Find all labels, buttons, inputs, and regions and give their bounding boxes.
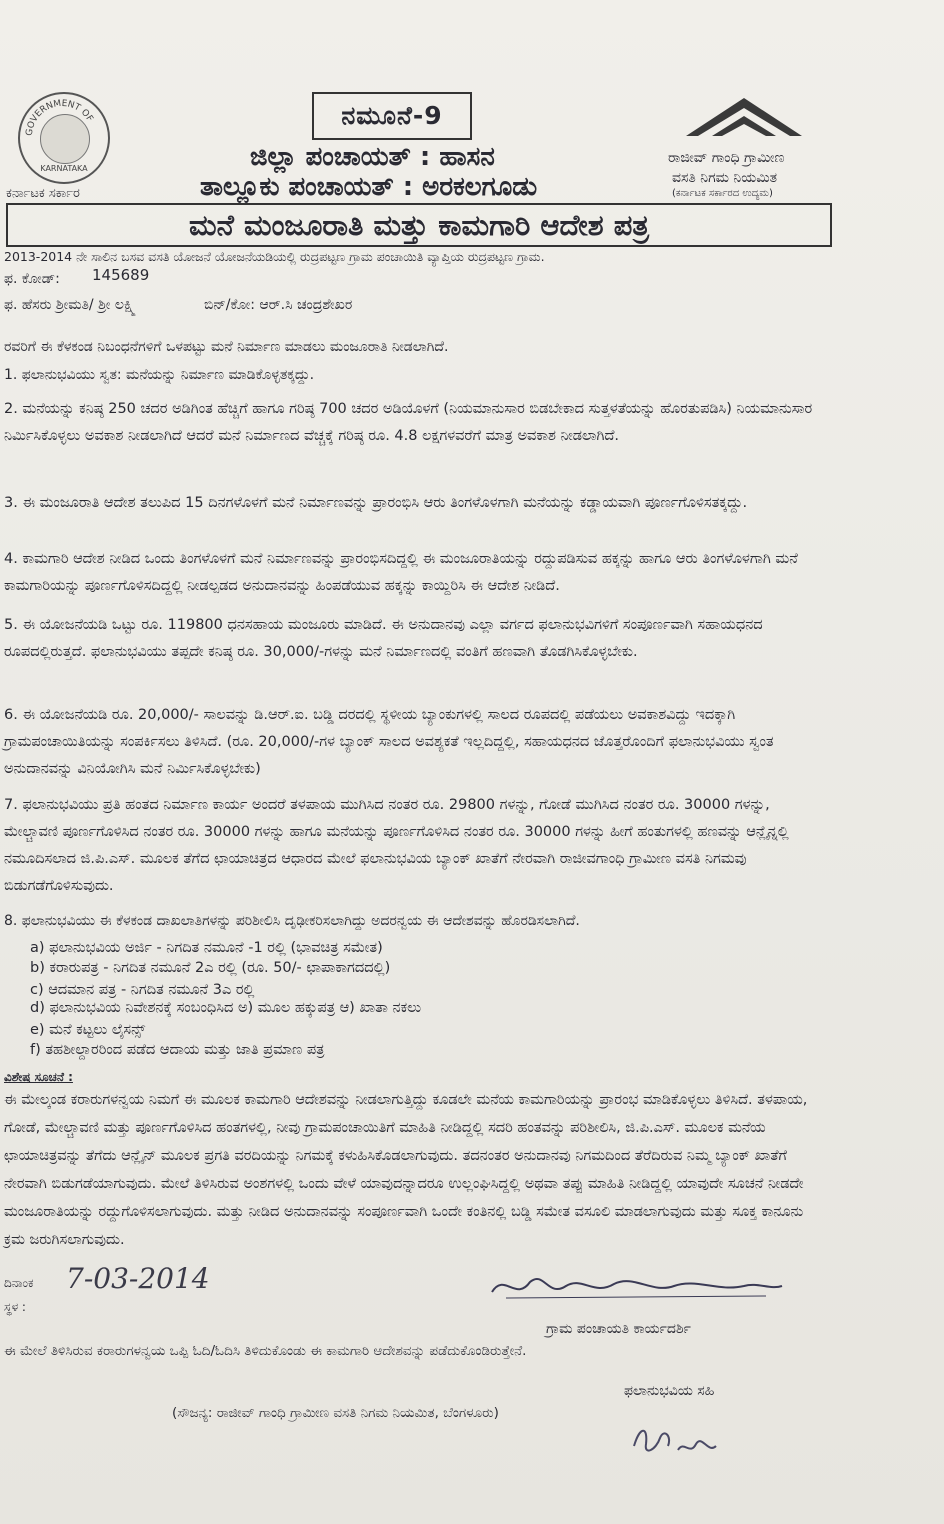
relation-label: ಬಿನ್/ಕೋ: ಆರ್.ಸಿ ಚಂದ್ರಶೇಖರ <box>204 297 353 313</box>
housing-corp-logo-icon <box>678 90 808 150</box>
condition-1: 1. ಫಲಾನುಭವಿಯು ಸ್ವತ: ಮನೆಯನ್ನು ನಿರ್ಮಾಣ ಮಾಡಿಕೊಳ್ಳತಕ್ಕದ್ದು. <box>4 367 315 383</box>
document-item: f) ತಹಶೀಲ್ದಾರರಿಂದ ಪಡೆದ ಆದಾಯ ಮತ್ತು ಜಾತಿ ಪ್ರಮಾಣ ಪತ್ರ <box>30 1042 325 1058</box>
corp-name-3: (ಕರ್ನಾಟಕ ಸರ್ಕಾರದ ಉದ್ಯಮ) <box>672 188 773 199</box>
form-number: ನಮೂನೆ-9 <box>312 92 472 140</box>
page-title: ಮನೆ ಮಂಜೂರಾತಿ ಮತ್ತು ಕಾಮಗಾರಿ ಆದೇಶ ಪತ್ರ <box>6 203 832 247</box>
document-item: e) ಮನೆ ಕಟ್ಟಲು ಲೈಸನ್ಸ್ <box>30 1022 146 1038</box>
special-note-text: ಈ ಮೇಲ್ಕಂಡ ಕರಾರುಗಳನ್ವಯ ನಿಮಗೆ ಈ ಮೂಲಕ ಕಾಮಗಾರಿ ಆದೇಶವನ್ನು ನೀಡಲಾಗುತ್ತಿದ್ದು ಕೂಡಲೇ ಮನೆಯ ಕಾಮಗಾರಿಯನ್ನು ಪ್ರಾರಂಭ ಮಾಡಿಕೊಳ್ಳಲು ತಿಳಿಸಿದೆ. ತಳಪಾಯ, ಗೋಡೆ, ಮೇಲ್ಚಾವಣಿ ಮತ್ತು ಪೂರ್ಣಗೊಳಿಸಿದ ಹಂತಗಳಲ್ಲಿ, ನೀವು ಗ್ರಾಮಪಂಚಾಯಿತಿಗೆ ಮಾಹಿತಿ ನೀಡಿದ್ದಲ್ಲಿ ಸದರಿ ಹಂತವನ್ನು ಪರಿಶೀಲಿಸಿ, ಜಿ.ಪಿ.ಎಸ್. ಮೂಲಕ ಮನೆಯ ಛಾಯಾಚಿತ್ರವನ್ನು ತೆಗೆದು ಆನ್ಲೈನ್ ಮೂಲಕ ಪ್ರಗತಿ ವರದಿಯನ್ನು ನಿಗಮಕ್ಕೆ ಕಳುಹಿಸಿಕೊಡಲಾಗುವುದು. ತದನಂತರ ಅನುದಾನವು ನಿಗಮದಿಂದ ತೆರೆದಿರುವ ನಿಮ್ಮ ಬ್ಯಾಂಕ್ ಖಾತೆಗೆ ನೇರವಾಗಿ ಬಿಡುಗಡೆಯಾಗುವುದು. ಮೇಲೆ ತಿಳಿಸಿರುವ ಅಂಶಗಳಲ್ಲಿ ಒಂದು ವೇಳೆ ಯಾವುದನ್ನಾದರೂ ಉಲ್ಲಂಘಿಸಿದ್ದಲ್ಲಿ ಅಥವಾ ತಪ್ಪು ಮಾಹಿತಿ ನೀಡಿದ್ದಲ್ಲಿ ಯಾವುದೇ ಸೂಚನೆ ನೀಡದೇ ಮಂಜೂರಾತಿಯನ್ನು ರದ್ದುಗೊಳಿಸಲಾಗುವುದು. ಮತ್ತು ನೀಡಿದ ಅನುದಾನವನ್ನು ಸಂಪೂರ್ಣವಾಗಿ ಒಂದೇ ಕಂತಿನಲ್ಲಿ ಬಡ್ಡಿ ಸಮೇತ ವಸೂಲಿ ಮಾಡಲಾಗುವುದು ಮತ್ತು ಸೂಕ್ತ ಕಾನೂನು ಕ್ರಮ ಜರುಗಿಸಲಾಗುವುದು. <box>4 1092 808 1248</box>
condition-4: 4. ಕಾಮಗಾರಿ ಆದೇಶ ನೀಡಿದ ಒಂದು ತಿಂಗಳೊಳಗೆ ಮನೆ ನಿರ್ಮಾಣವನ್ನು ಪ್ರಾರಂಭಿಸದಿದ್ದಲ್ಲಿ ಈ ಮಂಜೂರಾತಿಯನ್ನು ರದ್ದುಪಡಿಸುವ ಹಕ್ಕನ್ನು ಹಾಗೂ ಆರು ತಿಂಗಳೊಳಗಾಗಿ ಮನೆ ಕಾಮಗಾರಿಯನ್ನು ಪೂರ್ಣಗೊಳಿಸದಿದ್ದಲ್ಲಿ ನೀಡಲ್ಪಡದ ಅನುದಾನವನ್ನು ಹಿಂಪಡೆಯುವ ಹಕ್ಕನ್ನು ಕಾಯ್ದಿರಿಸಿ ಈ ಆದೇಶ ನೀಡಿದೆ. <box>4 551 798 594</box>
karnataka-seal-icon <box>18 92 110 184</box>
intro-text: ರವರಿಗೆ ಈ ಕೆಳಕಂಡ ನಿಬಂಧನೆಗಳಿಗೆ ಒಳಪಟ್ಟು ಮನೆ ನಿರ್ಮಾಣ ಮಾಡಲು ಮಂಜೂರಾತಿ ನೀಡಲಾಗಿದೆ. <box>4 339 449 355</box>
date-label: ದಿನಾಂಕ <box>4 1276 34 1290</box>
place-label: ಸ್ಥಳ : <box>4 1300 26 1314</box>
special-note-heading: ವಿಶೇಷ ಸೂಚನೆ : <box>4 1070 73 1084</box>
officer-signature-icon <box>486 1268 786 1308</box>
officer-title: ಗ್ರಾಮ ಪಂಚಾಯತಿ ಕಾರ್ಯದರ್ಶಿ <box>546 1321 691 1337</box>
beneficiary-sign-label: ಫಲಾನುಭವಿಯ ಸಹಿ <box>624 1383 715 1399</box>
condition-3: 3. ಈ ಮಂಜೂರಾತಿ ಆದೇಶ ತಲುಪಿದ 15 ದಿನಗಳೊಳಗೆ ಮನೆ ನಿರ್ಮಾಣವನ್ನು ಪ್ರಾರಂಭಿಸಿ ಆರು ತಿಂಗಳೊಳಗಾಗಿ ಮನೆಯನ್ನು ಕಡ್ಡಾಯವಾಗಿ ಪೂರ್ಣಗೊಳಿಸತಕ್ಕದ್ದು. <box>4 495 748 511</box>
document-item: b) ಕರಾರುಪತ್ರ - ನಿಗದಿತ ನಮೂನೆ 2ಎ ರಲ್ಲಿ (ರೂ. 50/- ಛಾಪಾಕಾಗದದಲ್ಲಿ) <box>30 960 391 976</box>
svg-text:GOVERNMENT OF <box>25 99 95 137</box>
condition-7: 7. ಫಲಾನುಭವಿಯು ಪ್ರತಿ ಹಂತದ ನಿರ್ಮಾಣ ಕಾರ್ಯ ಅಂದರೆ ತಳಪಾಯ ಮುಗಿಸಿದ ನಂತರ ರೂ. 29800 ಗಳನ್ನು, ಗೋಡೆ ಮುಗಿಸಿದ ನಂತರ ರೂ. 30000 ಗಳನ್ನು, ಮೇಲ್ಚಾವಣಿ ಪೂರ್ಣಗೊಳಿಸಿದ ನಂತರ ರೂ. 30000 ಗಳನ್ನು ಹಾಗೂ ಮನೆಯನ್ನು ಪೂರ್ಣಗೊಳಿಸಿದ ನಂತರ ರೂ. 30000 ಗಳನ್ನು ಹೀಗೆ ಹಂತುಗಳಲ್ಲಿ ಹಣವನ್ನು ಆನ್ಲೈನ್ನಲ್ಲಿ ನಮೂದಿಸಲಾದ ಜಿ.ಪಿ.ಎಸ್. ಮೂಲಕ ತೆಗೆದ ಛಾಯಾಚಿತ್ರದ ಆಧಾರದ ಮೇಲೆ ಫಲಾನುಭವಿಯ ಬ್ಯಾಂಕ್ ಖಾತೆಗೆ ನೇರವಾಗಿ ರಾಜೀವಗಾಂಧಿ ಗ್ರಾಮೀಣ ವಸತಿ ನಿಗಮವು ಬಿಡುಗಡೆಗೊಳಿಸುವುದು. <box>4 797 789 894</box>
document-item: d) ಫಲಾನುಭವಿಯ ನಿವೇಶನಕ್ಕೆ ಸಂಬಂಧಿಸಿದ ಅ) ಮೂಲ ಹಕ್ಕುಪತ್ರ ಆ) ಖಾತಾ ನಕಲು <box>30 1000 422 1016</box>
name-label: ಫ. ಹೆಸರು ಶ್ರೀಮತಿ/ ಶ್ರೀ ಲಕ್ಷ್ಮಿ <box>4 297 136 313</box>
condition-6: 6. ಈ ಯೋಜನೆಯಡಿ ರೂ. 20,000/- ಸಾಲವನ್ನು ಡಿ.ಆರ್.ಐ. ಬಡ್ಡಿ ದರದಲ್ಲಿ ಸ್ಥಳೀಯ ಬ್ಯಾಂಕುಗಳಲ್ಲಿ ಸಾಲದ ರೂಪದಲ್ಲಿ ಪಡೆಯಲು ಅವಕಾಶವಿದ್ದು ಇದಕ್ಕಾಗಿ ಗ್ರಾಮಪಂಚಾಯಿತಿಯನ್ನು ಸಂಪರ್ಕಿಸಲು ತಿಳಿಸಿದೆ. (ರೂ. 20,000/-ಗಳ ಬ್ಯಾಂಕ್ ಸಾಲದ ಅವಶ್ಯಕತೆ ಇಲ್ಲದಿದ್ದಲ್ಲಿ, ಸಹಾಯಧನದ ಜೊತ್ತರೊಂದಿಗೆ ಫಲಾನುಭವಿಯು ಸ್ವಂತ ಅನುದಾನವನ್ನು ವಿನಿಯೋಗಿಸಿ ಮನೆ ನಿರ್ಮಿಸಿಕೊಳ್ಳಬೇಕು) <box>4 707 774 777</box>
code-label: ಫ. ಕೋಡ್: <box>4 271 60 287</box>
condition-8: 8. ಫಲಾನುಭವಿಯು ಈ ಕೆಳಕಂಡ ದಾಖಲಾತಿಗಳನ್ನು ಪರಿಶೀಲಿಸಿ ದೃಢೀಕರಿಸಲಾಗಿದ್ದು ಅದರನ್ವಯ ಈ ಆದೇಶವನ್ನು ಹೊರಡಿಸಲಾಗಿದೆ. <box>4 913 580 929</box>
code-value: 145689 <box>92 266 150 284</box>
document-item: c) ಆದಮಾನ ಪತ್ರ - ನಿಗದಿತ ನಮೂನೆ 3ಎ ರಲ್ಲಿ <box>30 982 255 998</box>
courtesy-text: (ಸೌಜನ್ಯ: ರಾಜೀವ್ ಗಾಂಧಿ ಗ್ರಾಮೀಣ ವಸತಿ ನಿಗಮ ನಿಯಮಿತ, ಬೆಂಗಳೂರು) <box>172 1405 499 1421</box>
seal-text-bottom: KARNATAKA <box>40 164 88 173</box>
condition-5: 5. ಈ ಯೋಜನೆಯಡಿ ಒಟ್ಟು ರೂ. 119800 ಧನಸಹಾಯ ಮಂಜೂರು ಮಾಡಿದೆ. ಈ ಅನುದಾನವು ಎಲ್ಲಾ ವರ್ಗದ ಫಲಾನುಭವಿಗಳಿಗೆ ಸಂಪೂರ್ಣವಾಗಿ ಸಹಾಯಧನದ ರೂಪದಲ್ಲಿರುತ್ತದೆ. ಫಲಾನುಭವಿಯು ತಪ್ಪದೇ ಕನಿಷ್ಠ ರೂ. 30,000/-ಗಳನ್ನು ಮನೆ ನಿರ್ಮಾಣದಲ್ಲಿ ವಂತಿಗೆ ಹಣವಾಗಿ ತೊಡಗಿಸಿಕೊಳ್ಳಬೇಕು. <box>4 617 763 660</box>
document-item: a) ಫಲಾನುಭವಿಯ ಅರ್ಜಿ - ನಿಗದಿತ ನಮೂನೆ -1 ರಲ್ಲಿ (ಭಾವಚಿತ್ರ ಸಮೇತ) <box>30 940 383 956</box>
corp-name-2: ವಸತಿ ನಿಗಮ ನಿಯಮಿತ <box>672 170 777 186</box>
date-value: 7-03-2014 <box>66 1262 210 1295</box>
corp-name-1: ರಾಜೀವ್ ಗಾಂಧಿ ಗ್ರಾಮೀಣ <box>668 150 785 166</box>
beneficiary-signature-icon <box>626 1416 726 1466</box>
scheme-line: 2013-2014 ನೇ ಸಾಲಿನ ಬಸವ ವಸತಿ ಯೋಜನೆ ಯೋಜನೆಯಡಿಯಲ್ಲಿ ರುದ್ರಪಟ್ಟಣ ಗ್ರಾಮ ಪಂಚಾಯಿತಿ ವ್ಯಾಪ್ತಿಯ ರುದ್ರಪಟ್ಟಣ ಗ್ರಾಮ. <box>4 249 545 264</box>
govt-label: ಕರ್ನಾಟಕ ಸರ್ಕಾರ <box>6 186 80 201</box>
district-line: ಜಿಲ್ಲಾ ಪಂಚಾಯತ್ : ಹಾಸನ <box>250 142 495 172</box>
agreement-text: ಈ ಮೇಲೆ ತಿಳಿಸಿರುವ ಕರಾರುಗಳನ್ವಯ ಒಪ್ಪಿ ಓದಿ/ಓದಿಸಿ ತಿಳಿದುಕೊಂಡು ಈ ಕಾಮಗಾರಿ ಆದೇಶವನ್ನು ಪಡೆದುಕೊಂಡಿರುತ್ತೇನೆ. <box>4 1343 527 1359</box>
taluk-line: ತಾಲ್ಲೂಕು ಪಂಚಾಯತ್ : ಅರಕಲಗೂಡು <box>200 172 538 202</box>
seal-text-top: GOVERNMENT OF <box>24 98 95 137</box>
condition-2: 2. ಮನೆಯನ್ನು ಕನಿಷ್ಠ 250 ಚದರ ಅಡಿಗಿಂತ ಹೆಚ್ಚಿಗೆ ಹಾಗೂ ಗರಿಷ್ಠ 700 ಚದರ ಅಡಿಯೊಳಗೆ (ನಿಯಮಾನುಸಾರ ಬಿಡಬೇಕಾದ ಸುತ್ತಳತೆಯನ್ನು ಹೊರತುಪಡಿಸಿ) ನಿಯಮಾನುಸಾರ ನಿರ್ಮಿಸಿಕೊಳ್ಳಲು ಅವಕಾಶ ನೀಡಲಾಗಿದೆ ಆದರೆ ಮನೆ ನಿರ್ಮಾಣದ ವೆಚ್ಚಕ್ಕೆ ಗರಿಷ್ಠ ರೂ. 4.8 ಲಕ್ಷಗಳವರೆಗೆ ಮಾತ್ರ ಅವಕಾಶ ನೀಡಲಾಗಿದೆ. <box>4 401 813 444</box>
